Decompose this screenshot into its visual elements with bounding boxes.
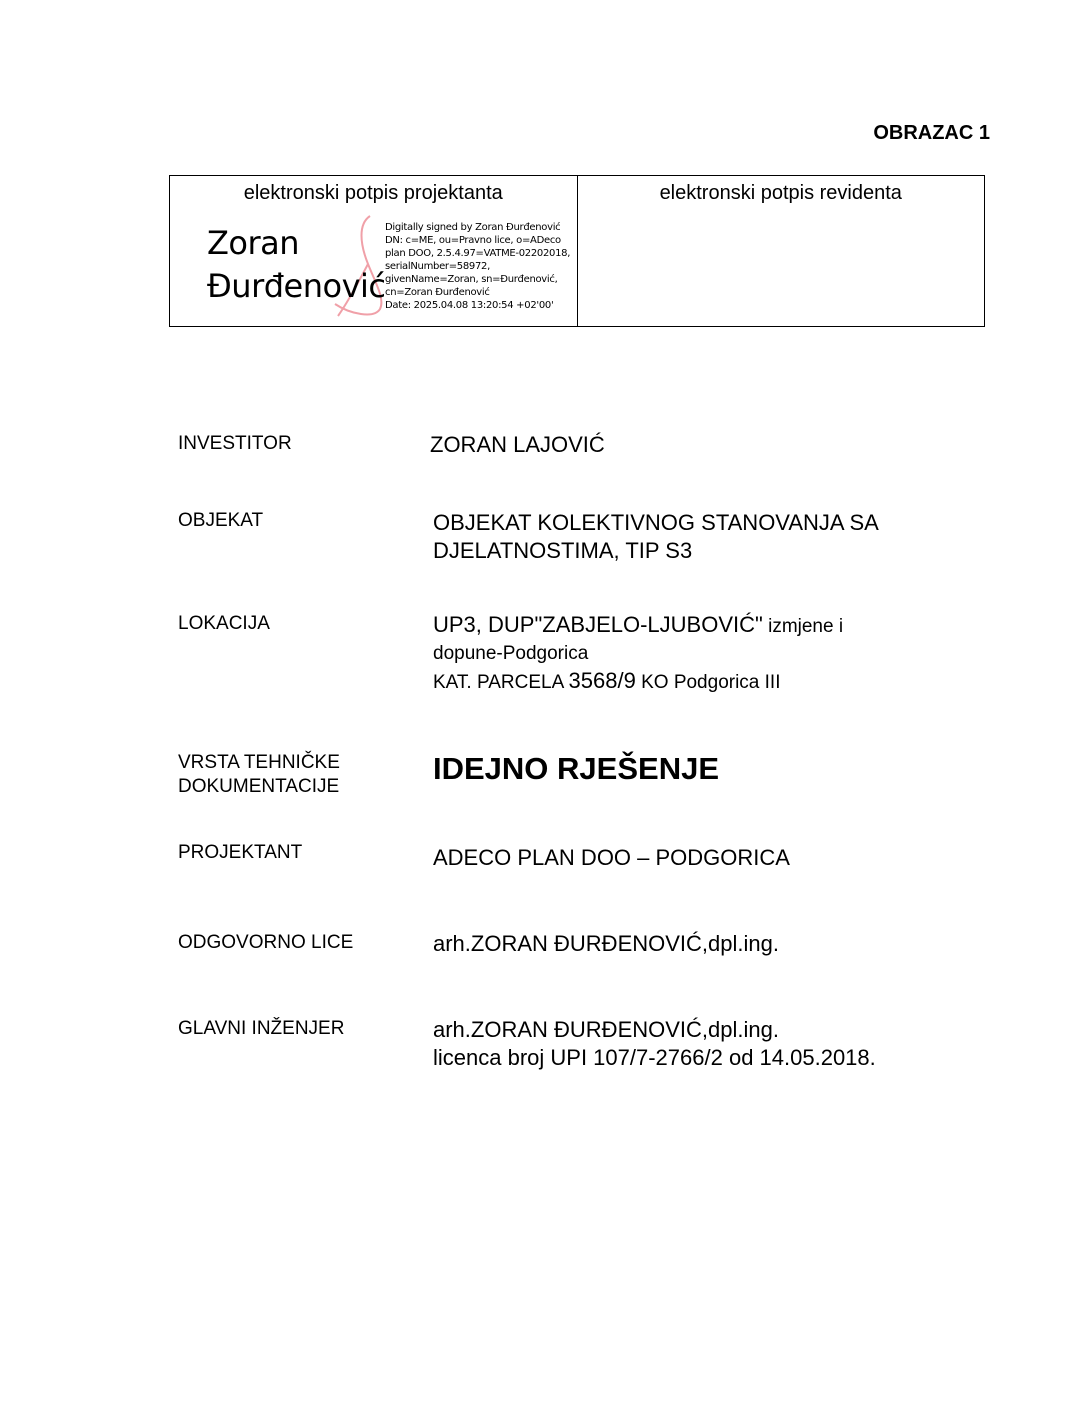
lokacija-parcela: 3568/9 [568,668,636,693]
designer-signature-cell[interactable] [170,176,577,326]
objekat-label: OBJEKAT [178,510,264,531]
vrsta-label [178,751,340,799]
objekat-line: OBJEKAT KOLEKTIVNOG STANOVANJA SA [433,510,879,535]
lokacija-label: LOKACIJA [178,613,270,634]
glavni-inzenjer-value [433,1016,876,1072]
signer-last-name: Đurđenović [207,267,386,305]
signer-first-name: Zoran [207,224,300,262]
signature-table [169,175,985,327]
sig-detail-line: Date: 2025.04.08 13:20:54 +02'00' [385,300,554,311]
sig-detail-line: cn=Zoran Đurđenović [385,287,490,298]
vrsta-label-line: VRSTA TEHNIČKE [178,752,340,773]
signature-details [385,221,570,312]
signer-name [207,222,386,308]
lokacija-up: UP3, DUP"ZABJELO-LJUBOVIĆ" [433,612,763,637]
lokacija-value [433,611,843,696]
sig-detail-line: plan DOO, 2.5.4.97=VATME-02202018, [385,248,571,259]
glavni-inzenjer-label: GLAVNI INŽENJER [178,1018,345,1039]
projektant-label: PROJEKTANT [178,842,303,863]
reviewer-signature-cell[interactable] [577,176,985,326]
glavni-inzenjer-licence: licenca broj UPI 107/7-2766/2 od 14.05.2018. [433,1045,876,1070]
sig-detail-line: serialNumber=58972, [385,261,490,272]
designer-signature-header: elektronski potpis projektanta [243,182,503,204]
form-code: OBRAZAC 1 [873,122,990,144]
lokacija-kat: KAT. PARCELA [433,672,569,693]
objekat-value [433,509,879,565]
lokacija-line2: dopune-Podgorica [433,643,589,664]
sig-detail-line: DN: c=ME, ou=Pravno lice, o=ADeco [385,235,561,246]
sig-detail-line: Digitally signed by Zoran Đurđenović [385,222,561,233]
lokacija-izmjene: izmjene i [762,616,844,637]
glavni-inzenjer-name: arh.ZORAN ĐURĐENOVIĆ,dpl.ing. [433,1017,779,1042]
investitor-label: INVESTITOR [178,433,292,454]
odgovorno-lice-label: ODGOVORNO LICE [178,932,354,953]
investitor-value: ZORAN LAJOVIĆ [430,432,605,457]
reviewer-signature-header: elektronski potpis revidenta [659,182,902,204]
vrsta-label-line: DOKUMENTACIJE [178,776,340,797]
objekat-line: DJELATNOSTIMA, TIP S3 [433,538,693,563]
vrsta-value: IDEJNO RJEŠENJE [433,751,719,786]
lokacija-ko: KO Podgorica III [635,672,781,693]
odgovorno-lice-value: arh.ZORAN ĐURĐENOVIĆ,dpl.ing. [433,931,779,956]
sig-detail-line: givenName=Zoran, sn=Đurđenović, [385,274,558,285]
projektant-value: ADECO PLAN DOO – PODGORICA [433,845,790,870]
